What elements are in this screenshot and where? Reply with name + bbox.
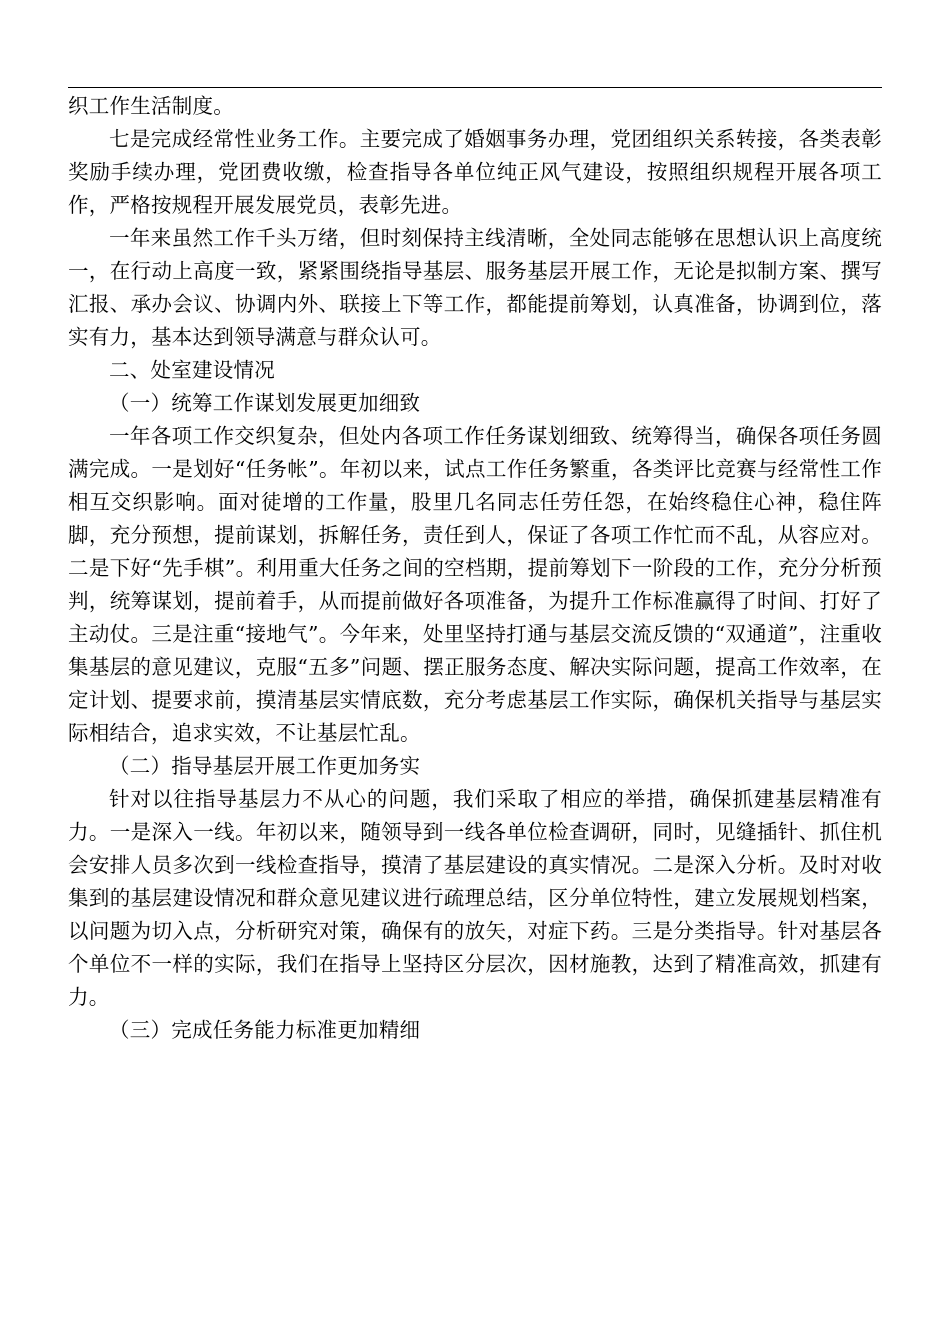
subsection-heading-3: （三）完成任务能力标准更加精细 (109, 1018, 421, 1042)
header-rule (68, 87, 882, 88)
paragraph-planning: 一年各项工作交织复杂，但处内各项工作任务谋划细致、统筹得当，确保各项任务圆满完成。一是划好“任务帐”。年初以来，试点工作任务繁重，各类评比竞赛与经常性工作相互交织影响。面对徒增的工作量，股里几名同志任劳任怨，在始终稳住心神，稳住阵脚，充分预想，提前谋划，拆解任务，责任到人，保证了各项工作忙而不乱，从容应对。二是下好“先手棋”。利用重大任务之间的空档期，提前筹划下一阶段的工作，充分分析预判，统筹谋划，提前着手，从而提前做好各项准备，为提升工作标准赢得了时间、打好了主动仗。三是注重“接地气”。今年来，处里坚持打通与基层交流反馈的“双通道”，注重收集基层的意见建议，克服“五多”问题、摆正服务态度、解决实际问题，提高工作效率，在定计划、提要求前，摸清基层实情底数，充分考虑基层工作实际，确保机关指导与基层实际相结合，追求实效，不让基层忙乱。 (68, 424, 882, 745)
paragraph-guidance: 针对以往指导基层力不从心的问题，我们采取了相应的举措，确保抓建基层精准有力。一是深入一线。年初以来，随领导到一线各单位检查调研，同时，见缝插针、抓住机会安排人员多次到一线检查指导，摸清了基层建设的真实情况。二是深入分析。及时对收集到的基层建设情况和群众意见建议进行疏理总结，区分单位特性，建立发展规划档案，以问题为切入点，分析研究对策，确保有的放矢，对症下药。三是分类指导。针对基层各个单位不一样的实际，我们在指导上坚持区分层次，因材施教，达到了精准高效，抓建有力。 (68, 787, 882, 1009)
document-body (68, 90, 882, 1047)
subsection-heading-1: （一）统筹工作谋划发展更加细致 (109, 391, 421, 415)
paragraph-routine-work: 七是完成经常性业务工作。主要完成了婚姻事务办理，党团组织关系转接，各类表彰奖励手续办理，党团费收缴，检查指导各单位纯正风气建设，按照组织规程开展各项工作，严格按规程开展发展党员，表彰先进。 (68, 127, 882, 217)
section-heading: 二、处室建设情况 (109, 358, 275, 382)
paragraph-continuation: 织工作生活制度。 (68, 94, 234, 118)
subsection-heading-2: （二）指导基层开展工作更加务实 (109, 754, 421, 778)
paragraph-year-summary: 一年来虽然工作千头万绪，但时刻保持主线清晰，全处同志能够在思想认识上高度统一，在行动上高度一致，紧紧围绕指导基层、服务基层开展工作，无论是拟制方案、撰写汇报、承办会议、协调内外、联接上下等工作，都能提前筹划，认真准备，协调到位，落实有力，基本达到领导满意与群众认可。 (68, 226, 882, 349)
